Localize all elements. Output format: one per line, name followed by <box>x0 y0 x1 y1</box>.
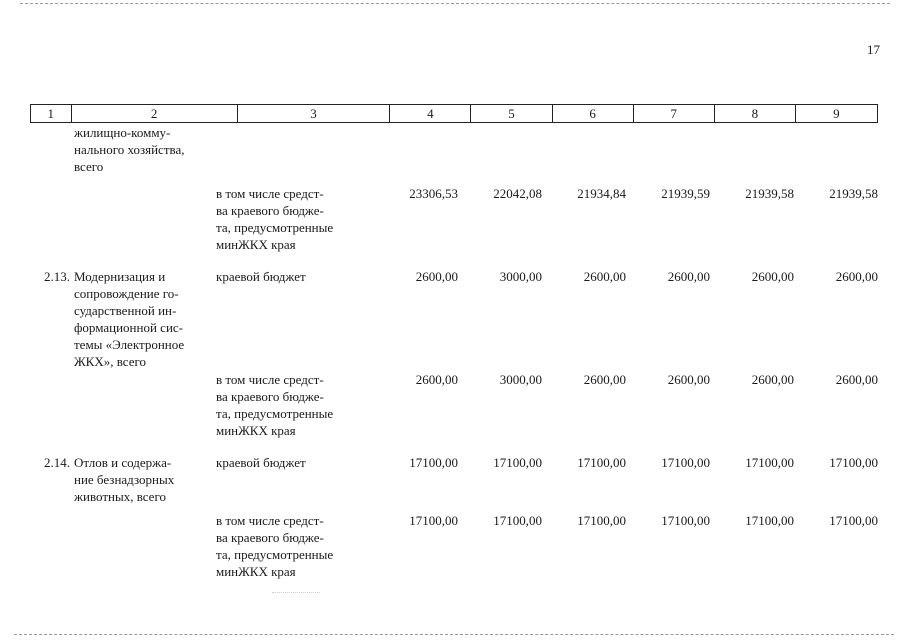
value-col-8: 17100,00 <box>745 455 794 470</box>
value-col-7: 2600,00 <box>667 269 710 284</box>
scan-edge-top <box>20 3 890 4</box>
row-index: 2.13. <box>44 269 70 284</box>
value-col-7: 17100,00 <box>661 455 710 470</box>
value-col-4: 2600,00 <box>415 269 458 284</box>
row-name: Модернизация и сопровождение го- сударственной ин- формационной сис- темы «Электронное ЖКХ», всего <box>74 269 185 369</box>
row-funding-source: в том числе средст- ва краевого бюдже- та, предусмотренные минЖКХ края <box>216 186 334 252</box>
value-col-8: 2600,00 <box>751 372 794 387</box>
value-col-9: 2600,00 <box>835 269 878 284</box>
header-col-6: 6 <box>553 105 634 122</box>
header-col-9: 9 <box>833 106 840 121</box>
value-col-4: 23306,53 <box>409 186 458 201</box>
value-col-9: 17100,00 <box>829 513 878 528</box>
value-col-5: 22042,08 <box>493 186 542 201</box>
value-col-7: 2600,00 <box>667 372 710 387</box>
value-col-6: 21934,84 <box>577 186 626 201</box>
header-col-2: 2 <box>72 105 238 122</box>
value-col-6: 2600,00 <box>583 372 626 387</box>
header-col-1: 1 <box>31 105 72 122</box>
value-col-6: 2600,00 <box>583 269 626 284</box>
row-name: Отлов и содержа- ние безнадзорных животных, всего <box>74 455 175 504</box>
value-col-5: 3000,00 <box>499 372 542 387</box>
scan-smudge <box>272 592 320 601</box>
header-col-4: 4 <box>390 105 471 122</box>
row-funding-source: в том числе средст- ва краевого бюдже- та, предусмотренные минЖКХ края <box>216 372 334 438</box>
value-col-7: 17100,00 <box>661 513 710 528</box>
scan-edge-bottom <box>14 634 894 635</box>
value-col-9: 21939,58 <box>829 186 878 201</box>
value-col-5: 3000,00 <box>499 269 542 284</box>
value-col-8: 21939,58 <box>745 186 794 201</box>
value-col-8: 2600,00 <box>751 269 794 284</box>
value-col-9: 17100,00 <box>829 455 878 470</box>
header-col-5: 5 <box>471 105 552 122</box>
value-col-6: 17100,00 <box>577 513 626 528</box>
page-number: 17 <box>867 42 880 57</box>
value-col-5: 17100,00 <box>493 513 542 528</box>
header-col-7: 7 <box>634 105 715 122</box>
value-col-9: 2600,00 <box>835 372 878 387</box>
row-index: 2.14. <box>44 455 70 470</box>
row-funding-source: в том числе средст- ва краевого бюдже- та, предусмотренные минЖКХ края <box>216 513 334 579</box>
value-col-8: 17100,00 <box>745 513 794 528</box>
value-col-7: 21939,59 <box>661 186 710 201</box>
value-col-4: 17100,00 <box>409 455 458 470</box>
row-funding-source: краевой бюджет <box>216 269 306 284</box>
value-col-6: 17100,00 <box>577 455 626 470</box>
value-col-4: 17100,00 <box>409 513 458 528</box>
value-col-5: 17100,00 <box>493 455 542 470</box>
value-col-4: 2600,00 <box>415 372 458 387</box>
header-col-8: 8 <box>715 105 796 122</box>
table-header-row <box>30 104 878 123</box>
row-name: жилищно-комму- нального хозяйства, всего <box>74 125 185 174</box>
header-col-3: 3 <box>238 105 391 122</box>
row-funding-source: краевой бюджет <box>216 455 306 470</box>
